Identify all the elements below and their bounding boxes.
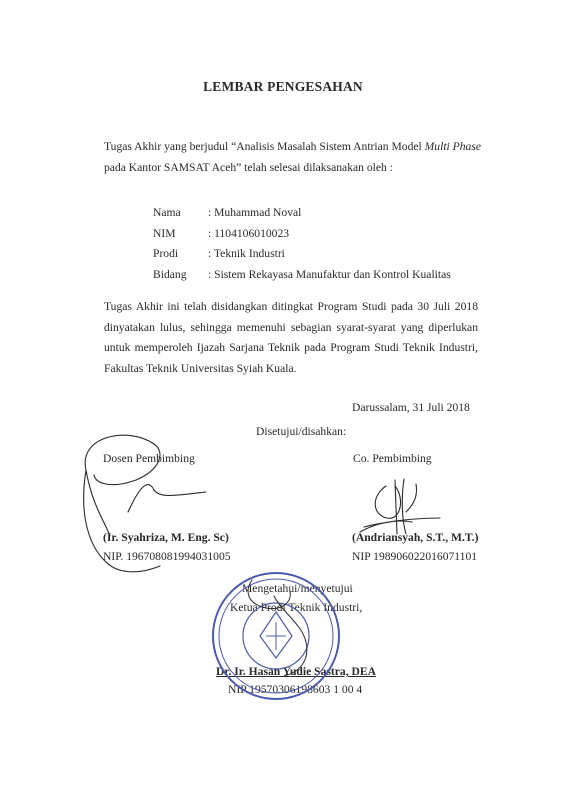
statement-line: Fakultas Teknik Universitas Syiah Kuala.	[104, 361, 297, 375]
identity-value: : 1104106010023	[208, 226, 290, 240]
university-stamp	[213, 573, 339, 699]
identity-label: NIM	[153, 226, 176, 240]
intro-line-1-text: Tugas Akhir yang berjudul “Analisis Masalah Sistem Antrian Model	[104, 140, 425, 153]
co-supervisor-name: (Andriansyah, S.T., M.T.)	[352, 531, 479, 544]
statement-line: Tugas Akhir ini telah disidangkan ditingkat Program Studi pada 30 Juli 2018	[104, 300, 478, 313]
identity-value: : Muhammad Noval	[208, 206, 302, 219]
head-of-program-nip: NIP 19570306198603 1 00 4	[228, 683, 363, 696]
co-supervisor-signature	[360, 479, 440, 534]
identity-label: Prodi	[153, 247, 179, 261]
head-of-program-role: Ketua Prodi Teknik Industri,	[230, 601, 363, 614]
statement-line: dinyatakan lulus, sehingga memenuhi sebagian syarat-syarat yang diperlukan	[104, 320, 478, 334]
intro-line-2: pada Kantor SAMSAT Aceh” telah selesai dilaksanakan oleh :	[104, 160, 393, 174]
supervisor-signature	[84, 435, 206, 572]
page-title: LEMBAR PENGESAHAN	[203, 79, 363, 94]
identity-label: Nama	[153, 206, 181, 219]
supervisor-name: (Ir. Syahriza, M. Eng. Sc)	[103, 531, 229, 544]
co-supervisor-nip: NIP 198906022016071101	[352, 550, 478, 563]
identity-value: : Teknik Industri	[208, 247, 285, 261]
approved-label: Disetujui/disahkan:	[256, 425, 347, 438]
supervisor-nip: NIP. 196708081994031005	[103, 550, 231, 563]
intro-italic-term: Multi Phase	[424, 140, 481, 153]
identity-label: Bidang	[153, 267, 187, 281]
statement-line: untuk memperoleh Ijazah Sarjana Teknik pada Program Studi Teknik Industri,	[104, 341, 478, 354]
co-supervisor-role: Co. Pembimbing	[353, 452, 432, 465]
head-of-program-name: Dr. Ir. Hasan Yudie Sastra, DEA	[216, 665, 376, 678]
head-of-program-signature	[248, 580, 307, 676]
identity-value: : Sistem Rekayasa Manufaktur dan Kontrol Kualitas	[208, 267, 451, 281]
place-date: Darussalam, 31 Juli 2018	[352, 401, 470, 414]
supervisor-role: Dosen Pembimbing	[103, 452, 195, 465]
acknowledged-label: Mengetahui/menyetujui	[242, 582, 353, 595]
